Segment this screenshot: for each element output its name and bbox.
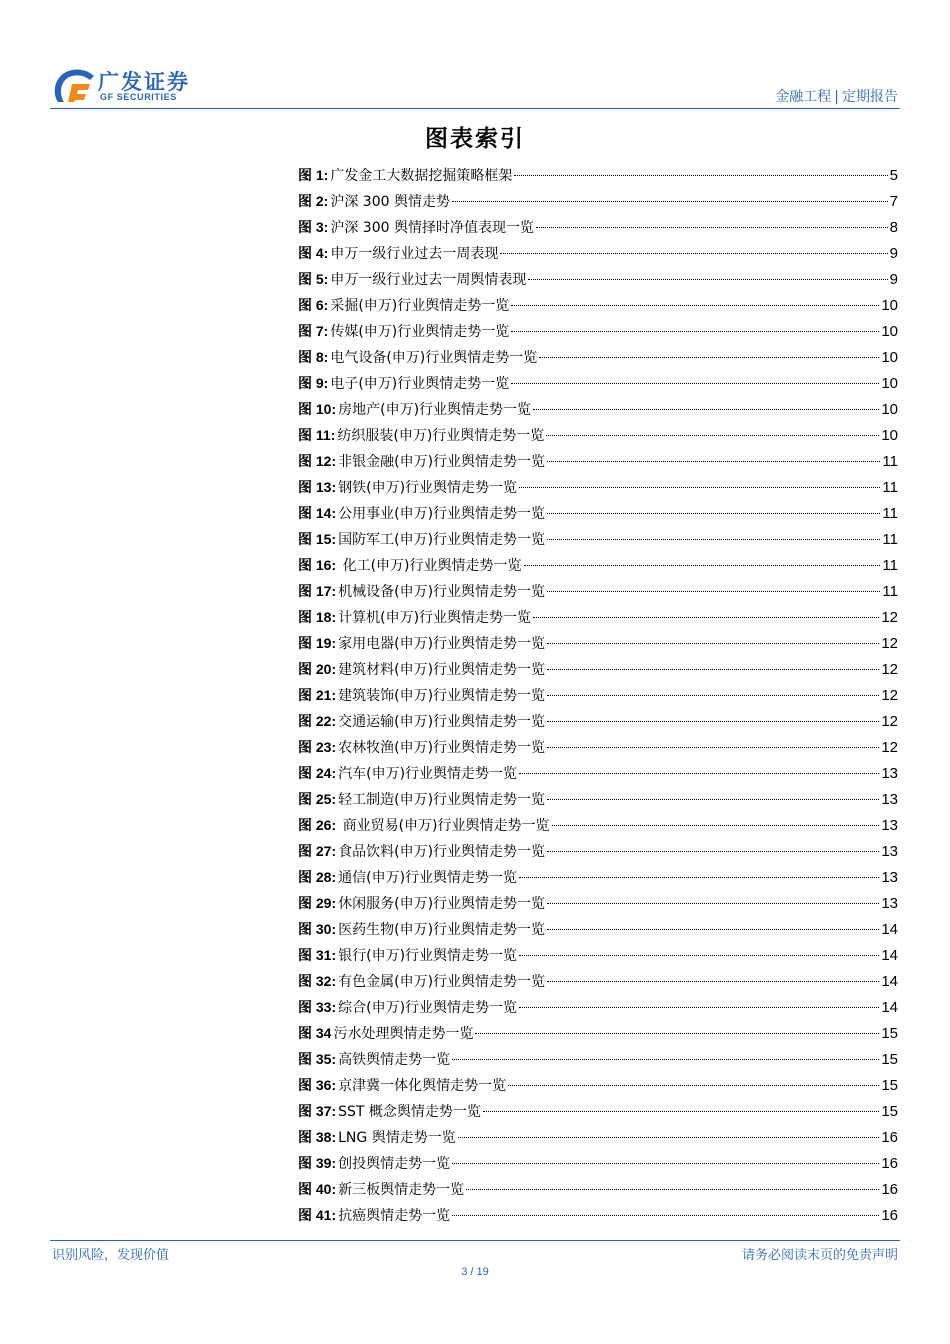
toc-entry-page: 10 [881,375,898,392]
toc-dot-leader [511,331,879,332]
toc-entry-label: 图 41: [298,1207,337,1223]
toc-entry-title: 高铁舆情走势一览 [338,1052,451,1068]
toc-entry-label: 图 20: [298,661,337,677]
toc-entry[interactable] [298,812,898,838]
toc-entry[interactable] [298,942,898,968]
toc-dot-leader [539,357,879,358]
toc-entry-title: 家用电器(申万)行业舆情走势一览 [338,636,546,652]
toc-entry-page: 10 [881,401,898,418]
toc-entry[interactable] [298,578,898,604]
toc-entry-page: 13 [881,869,898,886]
toc-entry[interactable] [298,526,898,552]
toc-entry-label: 图 17: [298,583,337,599]
toc-entry-label: 图 13: [298,479,337,495]
toc-entry-label: 图 4: [298,245,329,261]
toc-entry[interactable] [298,1098,898,1124]
toc-entry-label: 图 5: [298,271,329,287]
toc-entry-page: 16 [881,1129,898,1146]
toc-dot-leader [519,773,879,774]
toc-entry-title: 商业贸易(申万)行业舆情走势一览 [338,818,550,834]
toc-entry-label: 图 16: [298,557,337,573]
toc-entry-title: 化工(申万)行业舆情走势一览 [338,558,522,574]
toc-entry-label: 图 24: [298,765,337,781]
toc-dot-leader [547,903,879,904]
toc-entry[interactable] [298,240,898,266]
toc-entry[interactable] [298,630,898,656]
toc-dot-leader [547,539,880,540]
footer-divider [50,1240,900,1241]
toc-entry[interactable] [298,1046,898,1072]
toc-dot-leader [519,487,880,488]
toc-entry[interactable] [298,1072,898,1098]
toc-entry-page: 7 [889,193,898,210]
toc-entry[interactable] [298,760,898,786]
toc-entry-page: 8 [889,219,898,236]
toc-entry-title: 通信(申万)行业舆情走势一览 [338,870,518,886]
toc-dot-leader [533,617,879,618]
toc-entry-title: SST 概念舆情走势一览 [338,1104,481,1120]
toc-entry-page: 12 [881,713,898,730]
toc-entry[interactable] [298,864,898,890]
toc-entry-page: 13 [881,843,898,860]
toc-entry-label: 图 3: [298,219,329,235]
toc-entry-label: 图 18: [298,609,337,625]
toc-entry-label: 图 26: [298,817,337,833]
toc-dot-leader [547,747,879,748]
toc-entry-label: 图 2: [298,193,329,209]
toc-dot-leader [475,1033,879,1034]
report-category-right: 定期报告 [842,89,898,105]
toc-entry-page: 12 [881,609,898,626]
toc-entry-label: 图 40: [298,1181,337,1197]
toc-dot-leader [452,201,888,202]
toc-dot-leader [508,1085,879,1086]
toc-dot-leader [547,981,879,982]
toc-entry[interactable] [298,708,898,734]
footer-disclaimer-note: 请务必阅读末页的免责声明 [741,1248,898,1263]
toc-dot-leader [546,435,879,436]
toc-dot-leader [547,643,879,644]
toc-entry[interactable] [298,214,898,240]
toc-entry-label: 图 14: [298,505,337,521]
toc-entry-page: 16 [881,1207,898,1224]
toc-entry-page: 14 [881,921,898,938]
toc-entry-title: 采掘(申万)行业舆情走势一览 [330,298,510,314]
toc-entry-page: 12 [881,635,898,652]
toc-entry-page: 12 [881,661,898,678]
toc-entry-title: 建筑装饰(申万)行业舆情走势一览 [338,688,546,704]
toc-entry[interactable] [298,994,898,1020]
toc-dot-leader [511,305,879,306]
toc-entry-title: 建筑材料(申万)行业舆情走势一览 [338,662,546,678]
category-divider: | [834,89,839,105]
toc-entry-page: 15 [881,1051,898,1068]
toc-dot-leader [547,851,879,852]
toc-entry-page: 15 [881,1103,898,1120]
toc-entry-page: 10 [881,297,898,314]
toc-entry-page: 10 [881,349,898,366]
toc-entry-title: 京津冀一体化舆情走势一览 [338,1078,507,1094]
toc-entry-page: 10 [881,323,898,340]
toc-entry-title: 食品饮料(申万)行业舆情走势一览 [338,844,546,860]
toc-entry-title: 房地产(申万)行业舆情走势一览 [338,402,532,418]
toc-entry-label: 图 39: [298,1155,337,1171]
toc-entry-label: 图 36: [298,1077,337,1093]
toc-dot-leader [536,227,888,228]
toc-entry-page: 14 [881,973,898,990]
toc-entry[interactable] [298,838,898,864]
toc-entry[interactable] [298,162,898,188]
toc-entry-page: 11 [882,505,898,522]
toc-dot-leader [458,1137,880,1138]
toc-entry-label: 图 23: [298,739,337,755]
toc-dot-leader [500,253,887,254]
toc-entry[interactable] [298,188,898,214]
toc-entry[interactable] [298,422,898,448]
toc-dot-leader [452,1215,879,1216]
toc-entry-title: 机械设备(申万)行业舆情走势一览 [338,584,546,600]
toc-entry-page: 11 [882,453,898,470]
toc-dot-leader [519,955,879,956]
toc-entry-page: 13 [881,765,898,782]
toc-entry-title: 银行(申万)行业舆情走势一览 [338,948,518,964]
toc-entry-label: 图 10: [298,401,337,417]
toc-entry-page: 10 [881,427,898,444]
toc-entry-title: 轻工制造(申万)行业舆情走势一览 [338,792,546,808]
toc-entry-title: 国防军工(申万)行业舆情走势一览 [338,532,546,548]
toc-entry-page: 14 [881,999,898,1016]
toc-entry-label: 图 9: [298,375,329,391]
toc-entry-label: 图 34 [298,1025,332,1041]
toc-entry-title: 非银金融(申万)行业舆情走势一览 [338,454,546,470]
toc-entry-page: 16 [881,1155,898,1172]
toc-entry-title: 休闲服务(申万)行业舆情走势一览 [338,896,546,912]
toc-entry-page: 11 [882,583,898,600]
toc-entry-label: 图 31: [298,947,337,963]
toc-entry-label: 图 1: [298,167,329,183]
toc-entry[interactable] [298,1176,898,1202]
toc-entry-title: 沪深 300 舆情择时净值表现一览 [330,220,534,236]
toc-entry-page: 12 [881,739,898,756]
toc-entry-label: 图 35: [298,1051,337,1067]
toc-entry-label: 图 29: [298,895,337,911]
toc-entry-label: 图 22: [298,713,337,729]
toc-entry-page: 13 [881,895,898,912]
toc-dot-leader [519,1007,879,1008]
toc-entry[interactable] [298,266,898,292]
toc-entry[interactable] [298,734,898,760]
toc-entry-page: 5 [889,167,898,184]
toc-entry-page: 9 [889,271,898,288]
toc-dot-leader [547,929,879,930]
figure-index-list [298,162,898,1228]
header-divider [50,108,900,109]
toc-entry[interactable] [298,500,898,526]
toc-dot-leader [547,461,880,462]
toc-entry-label: 图 38: [298,1129,337,1145]
toc-dot-leader [547,513,880,514]
toc-entry-page: 12 [881,687,898,704]
toc-entry-label: 图 37: [298,1103,337,1119]
toc-entry-label: 图 6: [298,297,329,313]
report-category-left: 金融工程 [775,89,832,105]
report-category [775,86,898,106]
toc-dot-leader [511,383,879,384]
page-title: 图表索引 [425,125,525,152]
toc-entry[interactable] [298,1150,898,1176]
toc-entry-label: 图 8: [298,349,329,365]
toc-dot-leader [452,1163,879,1164]
footer-slogan: 识别风险，发现价值 [52,1248,170,1263]
toc-entry-title: 申万一级行业过去一周舆情表现 [330,272,527,288]
toc-entry-label: 图 21: [298,687,337,703]
toc-entry-title: 公用事业(申万)行业舆情走势一览 [338,506,546,522]
toc-entry[interactable] [298,656,898,682]
toc-entry-label: 图 33: [298,999,337,1015]
toc-dot-leader [528,279,887,280]
toc-entry-title: 沪深 300 舆情走势 [330,194,450,210]
toc-entry-label: 图 30: [298,921,337,937]
toc-entry-title: 交通运输(申万)行业舆情走势一览 [338,714,546,730]
toc-dot-leader [547,721,879,722]
toc-entry[interactable] [298,968,898,994]
toc-dot-leader [547,591,880,592]
toc-dot-leader [547,799,879,800]
toc-entry-page: 14 [881,947,898,964]
toc-entry[interactable] [298,890,898,916]
toc-entry-page: 13 [881,791,898,808]
toc-entry[interactable] [298,682,898,708]
toc-dot-leader [547,669,879,670]
toc-entry-title: 钢铁(申万)行业舆情走势一览 [338,480,518,496]
toc-entry-title: 纺织服装(申万)行业舆情走势一览 [337,428,545,444]
toc-dot-leader [533,409,879,410]
toc-entry-label: 图 27: [298,843,337,859]
toc-entry-title: LNG 舆情走势一览 [338,1130,456,1146]
toc-entry-label: 图 19: [298,635,337,651]
toc-entry[interactable] [298,916,898,942]
toc-entry-page: 13 [881,817,898,834]
gf-logo-icon [50,64,96,106]
toc-entry-title: 综合(申万)行业舆情走势一览 [338,1000,518,1016]
toc-dot-leader [524,565,881,566]
toc-entry-page: 15 [881,1025,898,1042]
toc-entry-page: 16 [881,1181,898,1198]
toc-entry-label: 图 11: [298,427,336,443]
toc-entry-label: 图 7: [298,323,329,339]
toc-entry-title: 污水处理舆情走势一览 [333,1026,474,1042]
toc-entry[interactable] [298,318,898,344]
logo-english-name: GF SECURITIES [100,92,177,102]
toc-entry[interactable] [298,552,898,578]
toc-entry[interactable] [298,396,898,422]
toc-entry-label: 图 25: [298,791,337,807]
toc-entry-page: 9 [889,245,898,262]
toc-entry[interactable] [298,604,898,630]
page-number: 3 / 19 [461,1266,489,1278]
toc-entry[interactable] [298,292,898,318]
toc-entry-title: 申万一级行业过去一周表现 [330,246,499,262]
toc-entry-label: 图 28: [298,869,337,885]
toc-entry[interactable] [298,344,898,370]
toc-dot-leader [483,1111,879,1112]
logo-chinese-name: 广发证券 [98,70,190,94]
toc-entry-title: 新三板舆情走势一览 [338,1182,465,1198]
toc-dot-leader [514,175,887,176]
toc-entry-label: 图 12: [298,453,337,469]
toc-entry-title: 创投舆情走势一览 [338,1156,451,1172]
toc-entry-title: 电气设备(申万)行业舆情走势一览 [330,350,538,366]
toc-entry-title: 电子(申万)行业舆情走势一览 [330,376,510,392]
toc-dot-leader [547,695,879,696]
toc-entry-title: 医药生物(申万)行业舆情走势一览 [338,922,546,938]
toc-entry-label: 图 15: [298,531,337,547]
toc-entry[interactable] [298,448,898,474]
toc-entry-title: 农林牧渔(申万)行业舆情走势一览 [338,740,546,756]
toc-entry[interactable] [298,474,898,500]
toc-entry[interactable] [298,1124,898,1150]
toc-entry-title: 有色金属(申万)行业舆情走势一览 [338,974,546,990]
toc-dot-leader [519,877,879,878]
toc-entry[interactable] [298,370,898,396]
toc-entry-page: 11 [882,531,898,548]
toc-entry-page: 11 [882,557,898,574]
toc-entry-label: 图 32: [298,973,337,989]
toc-entry[interactable] [298,1020,898,1046]
toc-entry[interactable] [298,786,898,812]
toc-entry-title: 传媒(申万)行业舆情走势一览 [330,324,510,340]
toc-dot-leader [552,825,880,826]
toc-dot-leader [452,1059,879,1060]
toc-entry-title: 抗癌舆情走势一览 [338,1208,451,1224]
toc-dot-leader [466,1189,879,1190]
toc-entry-page: 15 [881,1077,898,1094]
toc-entry-page: 11 [882,479,898,496]
company-logo [50,64,210,108]
toc-entry-title: 广发金工大数据挖掘策略框架 [330,168,513,184]
toc-entry-title: 计算机(申万)行业舆情走势一览 [338,610,532,626]
toc-entry-title: 汽车(申万)行业舆情走势一览 [338,766,518,782]
toc-entry[interactable] [298,1202,898,1228]
